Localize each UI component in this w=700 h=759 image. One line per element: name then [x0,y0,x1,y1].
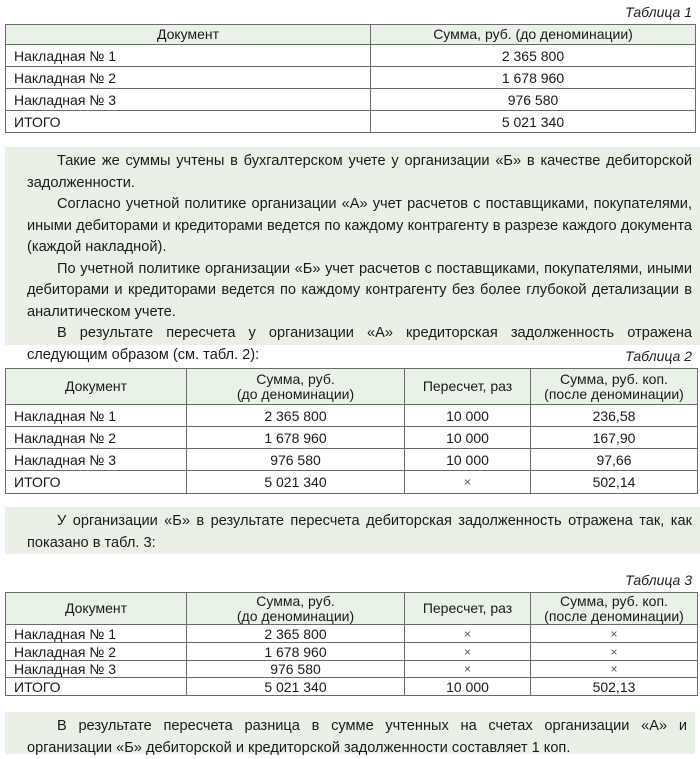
amount-before-cell: 1 678 960 [187,427,405,449]
document-cell: Накладная № 2 [6,427,187,449]
table-row-total [6,111,696,133]
table-row-total [6,678,698,696]
amount-after-cell: 502,14 [531,471,698,494]
amount-after-cell: 97,66 [531,449,698,471]
table-row [6,427,698,449]
paragraph: Такие же суммы учтены в бухгалтерском учете у организации «Б» в качестве дебиторской задолженности. [27,153,692,191]
recalc-cell: 10 000 [405,678,531,696]
header-subtext: (после деноминации) [544,607,684,624]
header-subtext: (до деноминации) [236,607,355,624]
amount-after-cell: 502,13 [531,678,698,696]
recalc-cell: × [405,661,531,678]
table1-header-document: Документ [6,25,371,45]
table2-caption: Таблица 2 [625,348,692,364]
document-cell: Накладная № 2 [6,643,187,661]
amount-after-cell: 167,90 [531,427,698,449]
table1-caption: Таблица 1 [625,4,692,20]
paragraph: Согласно учетной политике организации «А» учет расчетов с поставщиками, покупателями, иными дебиторами и кредиторами ведется по каждому контрагенту в разрезе каждого документа (каждой накладной). [27,196,692,255]
amount-before-cell: 976 580 [187,661,405,678]
table-row [6,449,698,471]
amount-before-cell: 976 580 [187,449,405,471]
table-row [6,625,698,643]
recalc-cell: 10 000 [405,427,531,449]
header-text: Пересчет, раз [422,600,513,616]
header-text: Документ [64,600,128,616]
recalc-cell: × [405,643,531,661]
text-block-2 [5,507,700,554]
document-cell: ИТОГО [6,471,187,494]
amount-before-cell: 2 365 800 [187,405,405,427]
table2-header-row [6,369,698,405]
document-cell: ИТОГО [6,111,371,133]
table-row [6,405,698,427]
document-cell: Накладная № 1 [6,45,371,67]
recalc-cell: × [405,471,531,494]
document-cell: Накладная № 3 [6,661,187,678]
table-row [6,67,696,89]
table-row [6,643,698,661]
header-text: Сумма, руб. [256,370,335,387]
document-cell: Накладная № 2 [6,67,371,89]
table-row [6,661,698,678]
table2-header-amount-before [187,369,405,405]
table1-header-amount: Сумма, руб. (до деноминации) [371,25,696,45]
amount-before-cell: 5 021 340 [187,678,405,696]
recalc-cell: 10 000 [405,405,531,427]
amount-cell: 5 021 340 [371,111,696,133]
header-text: Пересчет, раз [422,378,513,394]
paragraph: У организации «Б» в результате пересчета дебиторская задолженность отражена так, как показано в табл. 3: [27,513,692,551]
amount-cell: 976 580 [371,89,696,111]
table3-caption: Таблица 3 [625,572,692,588]
amount-cell: 1 678 960 [371,67,696,89]
amount-after-cell: × [531,643,698,661]
table1 [5,24,696,133]
table3-header-recalc [405,593,531,625]
table3-header-document [6,593,187,625]
table2 [5,368,698,494]
header-text: Документ [64,378,128,394]
table2-header-document [6,369,187,405]
text-block-3 [5,712,695,754]
amount-before-cell: 2 365 800 [187,625,405,643]
table3-header-amount-after [531,593,698,625]
recalc-cell: × [405,625,531,643]
paragraph: По учетной политике организации «Б» учет расчетов с поставщиками, покупателями, иными дебиторами и кредиторами ведется по каждому контрагенту без более глубокой детализации в аналитическом учете. [27,260,692,320]
amount-after-cell: 236,58 [531,405,698,427]
header-text: Сумма, руб. [256,592,335,609]
amount-before-cell: 1 678 960 [187,643,405,661]
table2-header-recalc [405,369,531,405]
header-subtext: (до деноминации) [236,385,355,402]
recalc-cell: 10 000 [405,449,531,471]
header-subtext: (после деноминации) [544,385,684,402]
amount-after-cell: × [531,625,698,643]
table3-header-amount-before [187,593,405,625]
table1-header-row [6,25,696,45]
amount-cell: 2 365 800 [371,45,696,67]
amount-before-cell: 5 021 340 [187,471,405,494]
document-cell: Накладная № 1 [6,405,187,427]
header-text: Сумма, руб. коп. [560,370,668,387]
table3-header-row [6,593,698,625]
document-cell: Накладная № 3 [6,89,371,111]
table3 [5,592,698,696]
paragraph: В результате пересчета у организации «А» кредиторская задолженность отражена следующим образом (см. табл. 2): [27,325,692,363]
header-text: Сумма, руб. коп. [560,592,668,609]
paragraph: В результате пересчета разница в сумме учтенных на счетах организации «А» и организации «Б» дебиторской и кредиторской задолженности составляет 1 коп. [27,718,687,756]
amount-after-cell: × [531,661,698,678]
table-row [6,45,696,67]
table-row [6,89,696,111]
table-row-total [6,471,698,494]
table2-header-amount-after [531,369,698,405]
document-cell: Накладная № 1 [6,625,187,643]
document-cell: Накладная № 3 [6,449,187,471]
document-cell: ИТОГО [6,678,187,696]
